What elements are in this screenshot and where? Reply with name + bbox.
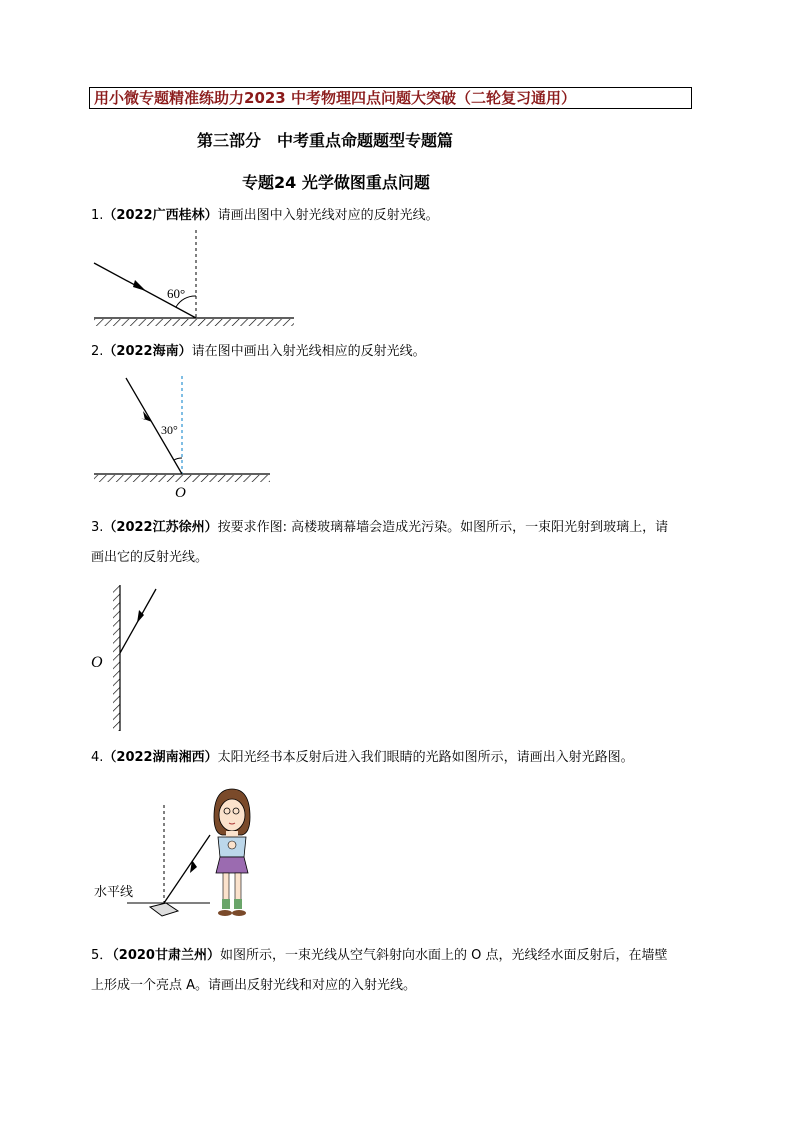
question-5	[91, 941, 706, 1001]
question-3	[91, 513, 706, 573]
question-text: 太阳光经书本反射后进入我们眼睛的光路如图所示，请画出入射光路图。	[217, 750, 634, 765]
arrow-icon	[133, 280, 146, 291]
horizontal-line-label: 水平线	[94, 884, 134, 899]
question-source: （2022江苏徐州）	[103, 520, 218, 535]
point-o-label: O	[91, 654, 103, 671]
angle-arc	[174, 458, 182, 460]
mirror-hatching	[94, 319, 294, 326]
reflected-ray	[164, 835, 210, 903]
book-icon	[150, 903, 178, 916]
question-source: （2020甘肃兰州）	[112, 948, 220, 963]
question-number: 2.	[91, 344, 104, 359]
mirror-hatching	[94, 475, 270, 482]
question-source: （2022海南）	[103, 344, 192, 359]
question-number: 5．	[91, 948, 113, 963]
question-number: 4.	[91, 750, 104, 765]
series-banner: 用小微专题精准练助力2023 中考物理四点问题大突破（二轮复习通用）	[89, 87, 692, 109]
question-2	[91, 337, 426, 367]
question-line-2: 画出它的反射光线。	[91, 550, 209, 565]
part-title: 第三部分 中考重点命题题型专题篇	[197, 131, 454, 150]
question-line-2: 上形成一个亮点 A。请画出反射光线和对应的入射光线。	[91, 978, 417, 993]
question-text: 请在图中画出入射光线相应的反射光线。	[191, 344, 426, 359]
question-1	[91, 201, 439, 231]
question-source: （2022湖南湘西）	[103, 750, 218, 765]
topic-title: 专题24 光学做图重点问题	[242, 173, 430, 192]
question-number: 1.	[91, 208, 104, 223]
question-text: 按要求作图: 高楼玻璃幕墙会造成光污染。如图所示，一束阳光射到玻璃上，请	[217, 520, 669, 535]
question-4	[91, 743, 634, 773]
girl-figure-icon	[214, 789, 250, 916]
figure-q2-mirror	[90, 372, 275, 502]
question-source: （2022广西桂林）	[103, 208, 218, 223]
point-o-label: O	[175, 485, 186, 501]
angle-label: 30°	[161, 423, 178, 437]
question-text: 请画出图中入射光线对应的反射光线。	[217, 208, 439, 223]
question-line-1	[91, 513, 706, 543]
wall-hatching	[113, 585, 120, 731]
question-text: 如图所示，一束光线从空气斜射向水面上的 O 点，光线经水面反射后，在墙壁	[219, 948, 668, 963]
figure-q4-book-reflection	[90, 783, 260, 933]
figure-q1-mirror	[90, 230, 300, 332]
angle-label: 60°	[167, 286, 186, 301]
question-line-1	[91, 941, 706, 971]
figure-q3-glass-wall	[88, 583, 168, 735]
question-number: 3.	[91, 520, 104, 535]
